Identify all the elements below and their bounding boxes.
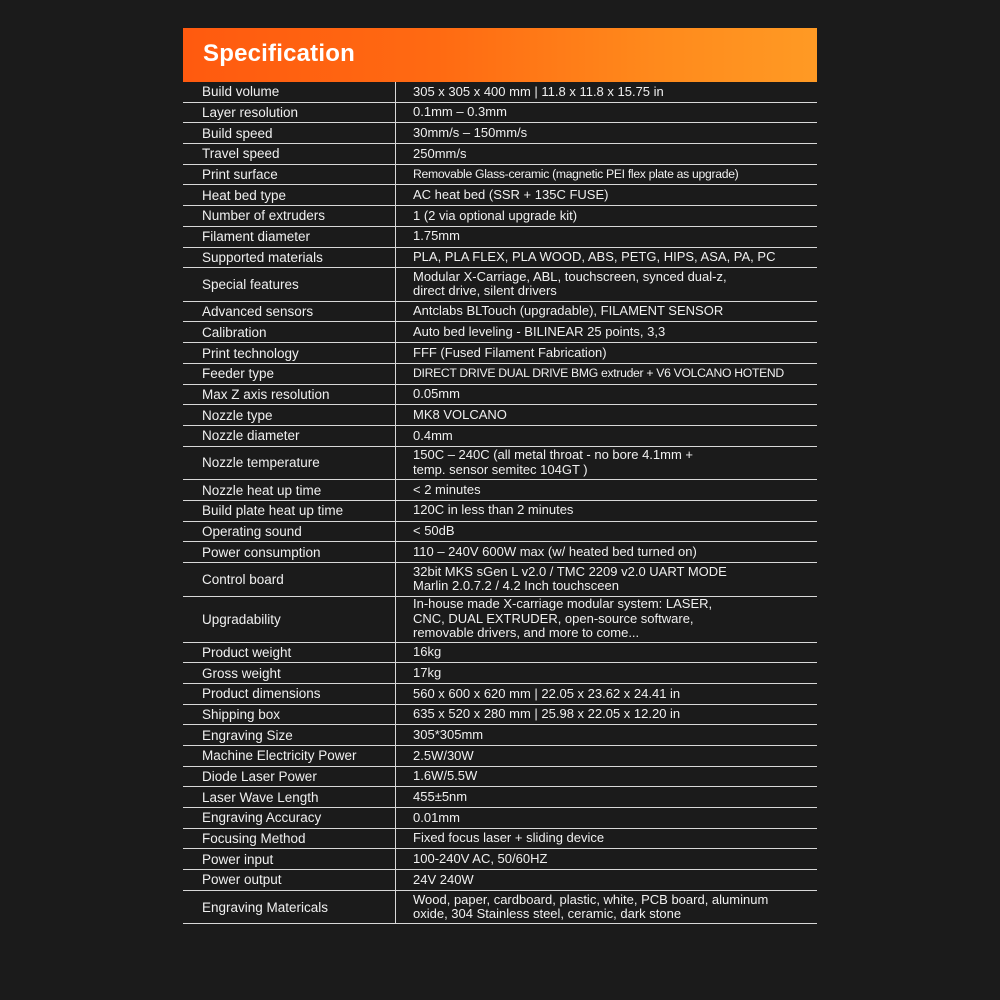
spec-row-shipping-box — [183, 705, 817, 726]
spec-row-build-plate-heat-up-time — [183, 501, 817, 522]
spec-value: 110 – 240V 600W max (w/ heated bed turned on) — [413, 543, 697, 559]
spec-row-max-z-axis-resolution — [183, 385, 817, 406]
spec-label: Nozzle temperature — [183, 447, 396, 480]
spec-row-gross-weight — [183, 663, 817, 684]
spec-label: Build plate heat up time — [183, 501, 396, 521]
spec-row-operating-sound — [183, 522, 817, 543]
spec-value: < 50dB — [413, 523, 455, 539]
spec-value: 560 x 600 x 620 mm | 22.05 x 23.62 x 24.41 in — [413, 685, 681, 701]
spec-label: Build volume — [183, 82, 396, 102]
spec-label: Heat bed type — [183, 185, 396, 205]
spec-value: MK8 VOLCANO — [413, 406, 507, 422]
spec-row-number-of-extruders — [183, 206, 817, 227]
spec-value: 150C – 240C (all metal throat - no bore 4.1mm + temp. sensor semitec 104GT ) — [413, 447, 694, 477]
spec-label: Laser Wave Length — [183, 787, 396, 807]
spec-label: Nozzle type — [183, 405, 396, 425]
spec-value: 305 x 305 x 400 mm | 11.8 x 11.8 x 15.75 in — [413, 83, 664, 99]
spec-value: DIRECT DRIVE DUAL DRIVE BMG extruder + V6 VOLCANO HOTEND — [413, 366, 784, 381]
spec-label: Diode Laser Power — [183, 767, 396, 787]
spec-value: 120C in less than 2 minutes — [413, 502, 574, 518]
spec-row-filament-diameter — [183, 227, 817, 248]
spec-label: Advanced sensors — [183, 302, 396, 322]
spec-value: 1 (2 via optional upgrade kit) — [413, 207, 578, 223]
spec-label: Supported materials — [183, 248, 396, 268]
spec-value: 16kg — [413, 644, 442, 660]
spec-value: 0.1mm – 0.3mm — [413, 104, 507, 120]
spec-label: Engraving Size — [183, 725, 396, 745]
spec-label: Control board — [183, 563, 396, 596]
spec-value: 1.6W/5.5W — [413, 768, 478, 784]
spec-value: 0.05mm — [413, 386, 460, 402]
spec-label: Calibration — [183, 322, 396, 342]
spec-row-nozzle-heat-up-time — [183, 480, 817, 501]
spec-value: 305*305mm — [413, 726, 484, 742]
spec-label: Number of extruders — [183, 206, 396, 226]
spec-row-nozzle-temperature — [183, 447, 817, 481]
spec-row-laser-wave-length — [183, 787, 817, 808]
spec-label: Product weight — [183, 643, 396, 663]
spec-row-diode-laser-power — [183, 767, 817, 788]
spec-value: 635 x 520 x 280 mm | 25.98 x 22.05 x 12.20 in — [413, 706, 681, 722]
spec-row-travel-speed — [183, 144, 817, 165]
spec-value: 0.4mm — [413, 427, 453, 443]
spec-row-print-technology — [183, 343, 817, 364]
spec-row-calibration — [183, 322, 817, 343]
spec-row-product-weight — [183, 643, 817, 664]
spec-label: Nozzle diameter — [183, 426, 396, 446]
spec-label: Layer resolution — [183, 103, 396, 123]
spec-value: PLA, PLA FLEX, PLA WOOD, ABS, PETG, HIPS, ASA, PA, PC — [413, 249, 776, 265]
spec-value: 1.75mm — [413, 228, 460, 244]
spec-row-power-input — [183, 849, 817, 870]
spec-value: 0.01mm — [413, 809, 460, 825]
spec-row-build-volume — [183, 82, 817, 103]
spec-row-nozzle-type — [183, 405, 817, 426]
spec-row-engraving-materials — [183, 891, 817, 925]
spec-value: FFF (Fused Filament Fabrication) — [413, 344, 607, 360]
spec-label: Upgradability — [183, 597, 396, 642]
spec-value: Removable Glass-ceramic (magnetic PEI flex plate as upgrade) — [413, 167, 739, 182]
spec-value: Modular X-Carriage, ABL, touchscreen, synced dual-z, direct drive, silent drivers — [413, 268, 727, 299]
spec-value: 17kg — [413, 664, 442, 680]
spec-label: Travel speed — [183, 144, 396, 164]
spec-label: Special features — [183, 268, 396, 301]
spec-label: Machine Electricity Power — [183, 746, 396, 766]
spec-row-supported-materials — [183, 248, 817, 269]
spec-value: In-house made X-carriage modular system: LASER, CNC, DUAL EXTRUDER, open-source software, removable drivers, and more to come... — [413, 596, 713, 641]
spec-label: Filament diameter — [183, 227, 396, 247]
spec-label: Print surface — [183, 165, 396, 185]
spec-row-engraving-size — [183, 725, 817, 746]
spec-row-build-speed — [183, 123, 817, 144]
spec-value: 30mm/s – 150mm/s — [413, 124, 528, 140]
spec-label: Gross weight — [183, 663, 396, 683]
spec-label: Engraving Matericals — [183, 891, 396, 924]
spec-value: Antclabs BLTouch (upgradable), FILAMENT SENSOR — [413, 303, 724, 319]
spec-value: 100-240V AC, 50/60HZ — [413, 851, 548, 866]
spec-row-special-features — [183, 268, 817, 302]
spec-label: Build speed — [183, 123, 396, 143]
spec-label: Operating sound — [183, 522, 396, 542]
spec-row-power-consumption — [183, 542, 817, 563]
spec-value: Wood, paper, cardboard, plastic, white, PCB board, aluminum oxide, 304 Stainless steel, ceramic, dark stone — [413, 891, 769, 922]
spec-value: AC heat bed (SSR + 135C FUSE) — [413, 187, 609, 203]
spec-row-engraving-accuracy — [183, 808, 817, 829]
spec-label: Power input — [183, 849, 396, 869]
spec-value: Fixed focus laser + sliding device — [413, 830, 605, 846]
spec-row-focusing-method — [183, 829, 817, 850]
spec-label: Max Z axis resolution — [183, 385, 396, 405]
spec-row-heat-bed-type — [183, 185, 817, 206]
spec-label: Power consumption — [183, 542, 396, 562]
spec-value: < 2 minutes — [413, 481, 481, 497]
specification-banner — [183, 28, 817, 82]
spec-label: Focusing Method — [183, 829, 396, 849]
spec-value: Auto bed leveling - BILINEAR 25 points, 3,3 — [413, 324, 666, 340]
spec-label: Feeder type — [183, 364, 396, 384]
spec-row-power-output — [183, 870, 817, 891]
spec-label: Product dimensions — [183, 684, 396, 704]
spec-row-product-dimensions — [183, 684, 817, 705]
spec-table — [183, 82, 817, 924]
spec-value: 2.5W/30W — [413, 747, 474, 763]
spec-label: Nozzle heat up time — [183, 480, 396, 500]
spec-value: 250mm/s — [413, 145, 467, 161]
spec-row-upgradability — [183, 597, 817, 643]
spec-value: 32bit MKS sGen L v2.0 / TMC 2209 v2.0 UART MODE Marlin 2.0.7.2 / 4.2 Inch touchsceen — [413, 563, 727, 594]
spec-row-print-surface — [183, 165, 817, 186]
spec-row-nozzle-diameter — [183, 426, 817, 447]
spec-value: 24V 240W — [413, 871, 474, 887]
page-title: Specification — [203, 40, 355, 67]
spec-value: 455±5nm — [413, 788, 468, 804]
spec-row-machine-electricity-power — [183, 746, 817, 767]
spec-row-control-board — [183, 563, 817, 597]
spec-row-advanced-sensors — [183, 302, 817, 323]
spec-label: Power output — [183, 870, 396, 890]
spec-row-layer-resolution — [183, 103, 817, 124]
spec-label: Shipping box — [183, 705, 396, 725]
spec-label: Engraving Accuracy — [183, 808, 396, 828]
spec-row-feeder-type — [183, 364, 817, 385]
spec-label: Print technology — [183, 343, 396, 363]
